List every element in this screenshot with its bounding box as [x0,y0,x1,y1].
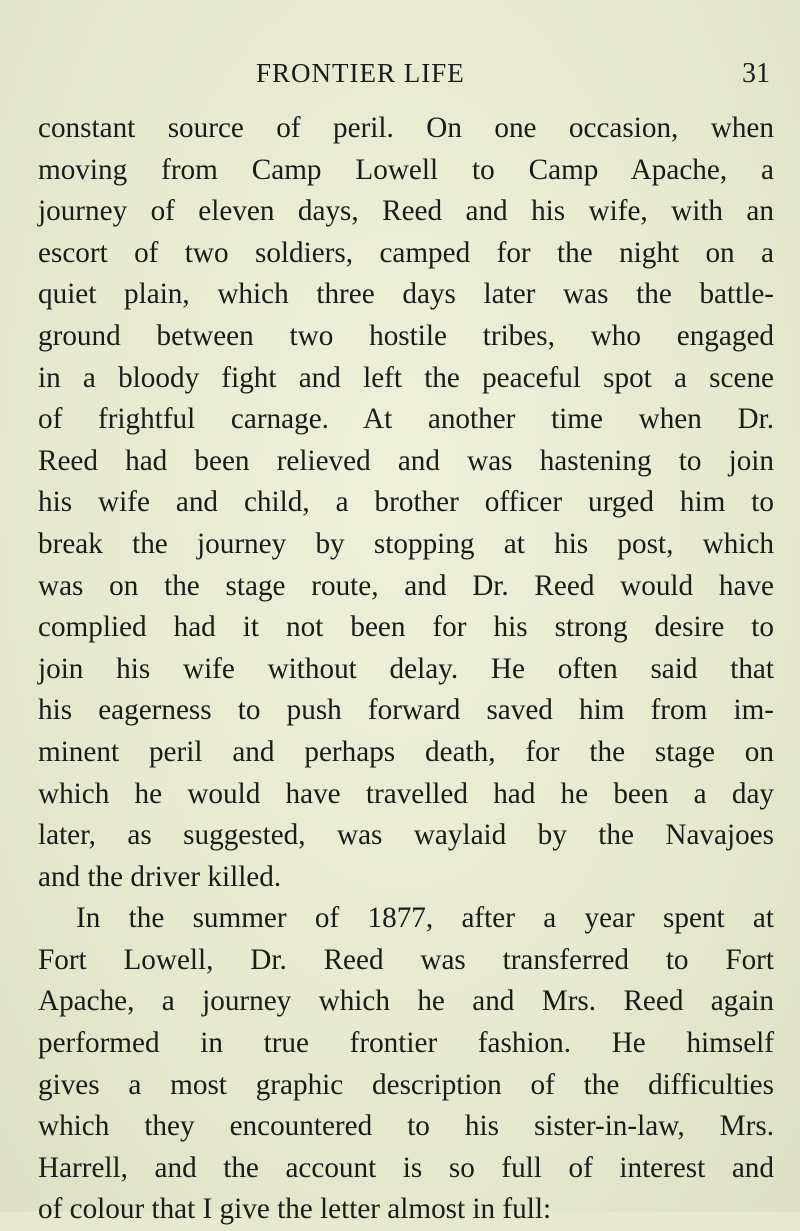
text-line: Fort Lowell, Dr. Reed was transferred to Fort [38,943,774,976]
text-line: gives a most graphic description of the difficulties [38,1068,774,1101]
page-number: 31 [742,58,770,89]
paragraph-start-line: In the summer of 1877, after a year spent at [76,902,774,935]
text-line: performed in true frontier fashion. He himself [38,1027,774,1060]
text-line: his wife and child, a brother officer urged him to [38,486,774,519]
text-line: which they encountered to his sister-in-law, Mrs. [38,1110,774,1143]
text-line: was on the stage route, and Dr. Reed would have [38,569,774,602]
body-text [38,108,774,1231]
text-line: of frightful carnage. At another time when Dr. [38,403,774,436]
text-line: journey of eleven days, Reed and his wife, with an [38,195,774,228]
text-line: minent peril and perhaps death, for the stage on [38,735,774,768]
text-line: of colour that I give the letter almost in full: [38,1193,552,1226]
text-line: complied had it not been for his strong desire to [38,611,774,644]
text-line: escort of two soldiers, camped for the night on a [38,236,774,269]
text-line: and the driver killed. [38,860,282,893]
text-line: Apache, a journey which he and Mrs. Reed again [38,985,774,1018]
page-header [0,58,800,98]
text-line: later, as suggested, was waylaid by the Navajoes [38,819,774,852]
running-head: FRONTIER LIFE [256,58,465,88]
text-line: Harrell, and the account is so full of interest and [38,1151,774,1184]
text-line: his eagerness to push forward saved him from im- [38,694,774,727]
text-line: in a bloody fight and left the peaceful spot a scene [38,361,774,394]
text-line: which he would have travelled had he been a day [38,777,774,810]
text-line: break the journey by stopping at his post, which [38,527,774,560]
text-line: join his wife without delay. He often said that [38,652,774,685]
text-line: constant source of peril. On one occasion, when [38,112,774,144]
text-line: moving from Camp Lowell to Camp Apache, a [38,153,774,186]
text-line: ground between two hostile tribes, who engaged [38,319,774,352]
text-line: Reed had been relieved and was hastening to join [38,444,774,477]
text-line: quiet plain, which three days later was the battle- [38,278,774,311]
